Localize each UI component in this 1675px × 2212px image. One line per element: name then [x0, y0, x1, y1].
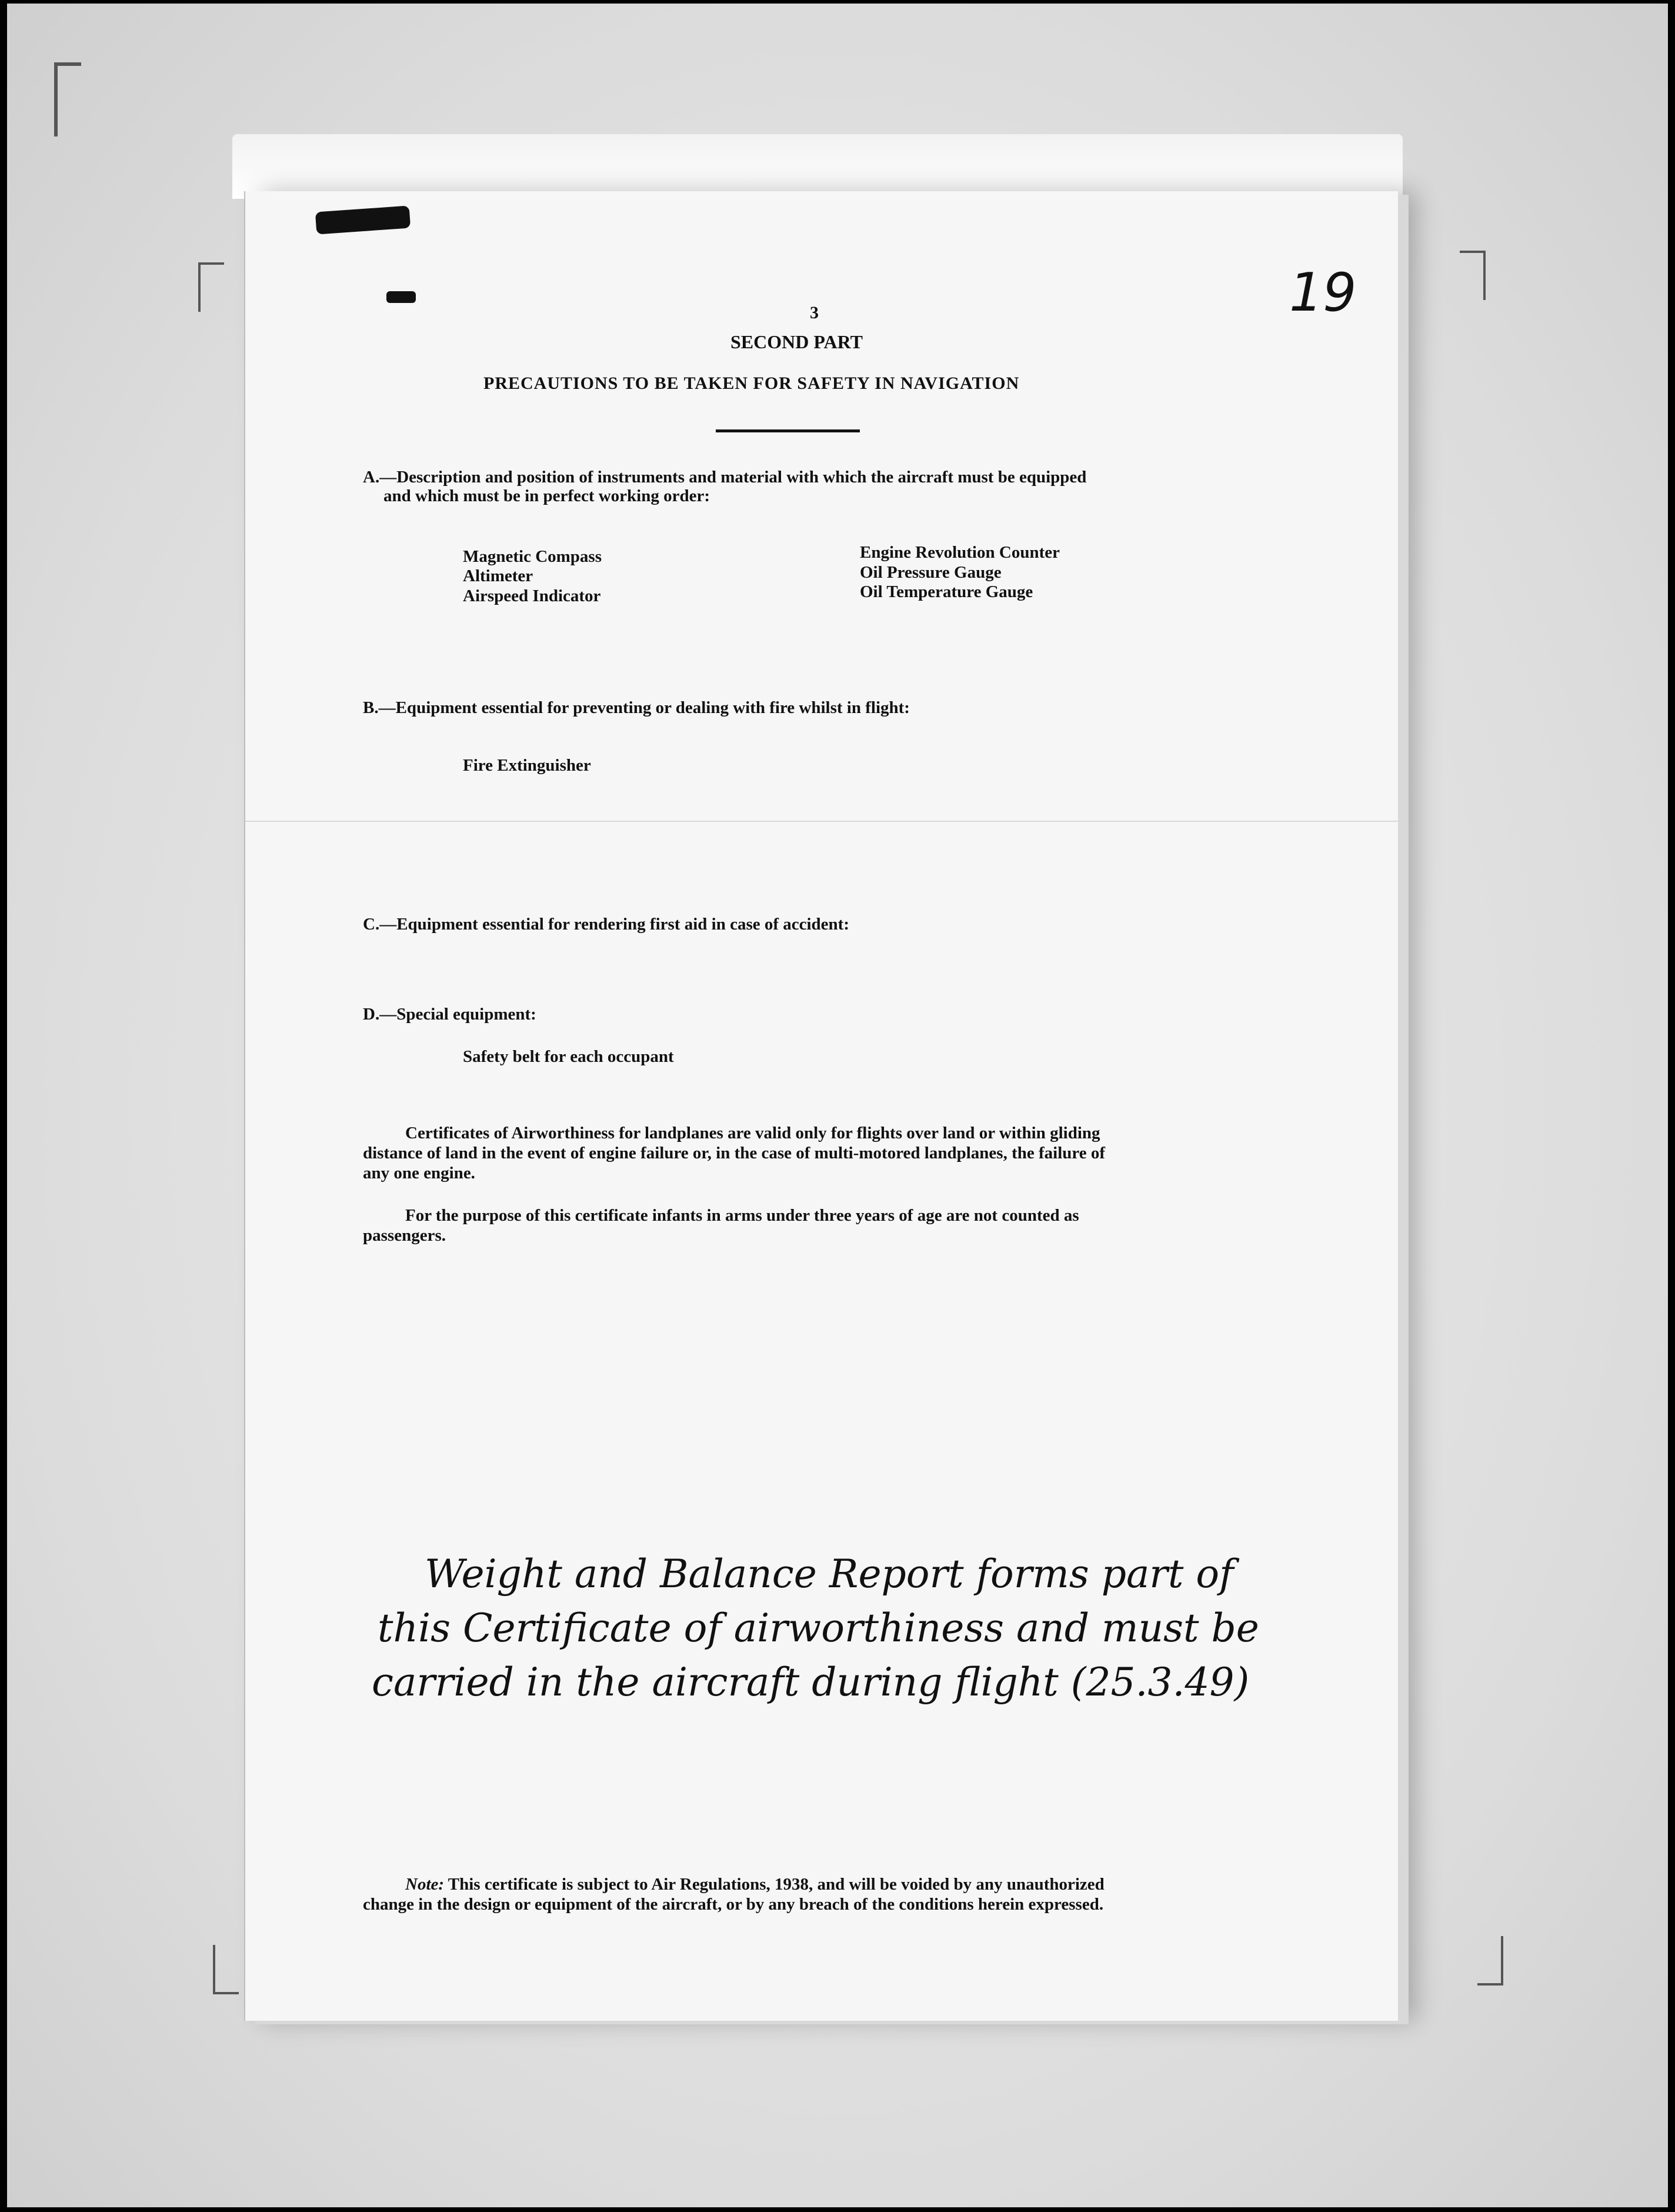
section-b-heading: B.—Equipment essential for preventing or dealing with fire whilst in flight:	[363, 698, 910, 717]
crop-mark-inner-top-right	[1460, 251, 1486, 300]
instrument-item: Oil Temperature Gauge	[860, 582, 1033, 601]
landplanes-paragraph-line: distance of land in the event of engine failure or, in the case of multi-motored landplanes, the failure of	[363, 1144, 1106, 1162]
instrument-item: Oil Pressure Gauge	[860, 563, 1002, 582]
page-number: 3	[810, 303, 819, 322]
part-heading: SECOND PART	[730, 331, 863, 352]
handwritten-note	[372, 1547, 1259, 1710]
heading-rule	[716, 429, 860, 432]
note-label: Note:	[405, 1875, 445, 1894]
section-b-item: Fire Extinguisher	[463, 756, 591, 775]
folio-number: 19	[1289, 262, 1357, 324]
main-heading: PRECAUTIONS TO BE TAKEN FOR SAFETY IN NAVIGATION	[483, 374, 1020, 393]
paper-fold-line	[245, 821, 1398, 822]
crop-mark-inner-bottom-right	[1477, 1936, 1503, 1986]
instrument-item: Altimeter	[463, 567, 533, 585]
section-a-line2: and which must be in perfect working order:	[383, 487, 710, 505]
handwritten-line: this Certificate of airworthiness and must be	[378, 1605, 1259, 1651]
note-text: This certificate is subject to Air Regulations, 1938, and will be voided by any unauthorized	[448, 1875, 1105, 1894]
section-d-item: Safety belt for each occupant	[463, 1047, 674, 1066]
page-top-edge	[232, 134, 1403, 199]
landplanes-paragraph-line: any one engine.	[363, 1164, 475, 1182]
crop-mark-top-left	[54, 62, 81, 136]
ink-mark	[386, 291, 416, 303]
crop-mark-inner-bottom-left	[213, 1945, 239, 1994]
handwritten-line: Weight and Balance Report forms part of	[425, 1551, 1234, 1597]
landplanes-paragraph-line: Certificates of Airworthiness for landplanes are valid only for flights over land or within gliding	[405, 1124, 1100, 1142]
section-c-heading: C.—Equipment essential for rendering first aid in case of accident:	[363, 915, 849, 934]
section-d-heading: D.—Special equipment:	[363, 1005, 536, 1024]
note-line2: change in the design or equipment of the aircraft, or by any breach of the conditions herein expressed.	[363, 1895, 1104, 1914]
certificate-page	[244, 191, 1398, 2021]
infants-paragraph-line: For the purpose of this certificate infants in arms under three years of age are not counted as	[405, 1206, 1079, 1225]
note-line1	[405, 1875, 1105, 1894]
instrument-item: Engine Revolution Counter	[860, 543, 1060, 562]
section-a-line1: A.—Description and position of instruments and material with which the aircraft must be equipped	[363, 468, 1087, 487]
instrument-item: Airspeed Indicator	[463, 587, 601, 605]
instrument-item: Magnetic Compass	[463, 547, 602, 566]
handwritten-line: carried in the aircraft during flight (25.3.49)	[372, 1660, 1250, 1705]
ink-smudge	[315, 205, 411, 234]
infants-paragraph-line: passengers.	[363, 1226, 446, 1245]
crop-mark-inner-top-left	[198, 262, 224, 312]
